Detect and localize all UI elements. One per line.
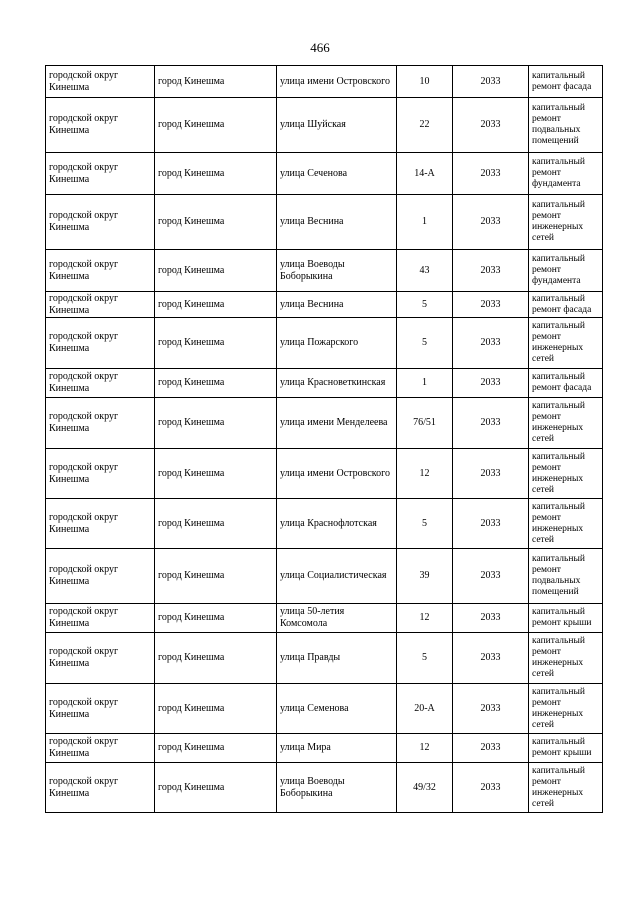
table-row bbox=[46, 250, 603, 292]
cell-year: 2033 bbox=[453, 292, 529, 318]
table-row bbox=[46, 604, 603, 633]
cell-district: городской округ Кинешма bbox=[46, 318, 155, 369]
cell-district: городской округ Кинешма bbox=[46, 499, 155, 549]
cell-year: 2033 bbox=[453, 398, 529, 449]
table-row bbox=[46, 153, 603, 195]
table-body bbox=[46, 66, 603, 813]
cell-year: 2033 bbox=[453, 195, 529, 250]
cell-district: городской округ Кинешма bbox=[46, 66, 155, 98]
cell-city: город Кинешма bbox=[155, 195, 277, 250]
cell-street: улица Пожарского bbox=[277, 318, 397, 369]
cell-work: капитальный ремонт фасада bbox=[529, 369, 603, 398]
cell-work: капитальный ремонт инженерных сетей bbox=[529, 763, 603, 813]
cell-district: городской округ Кинешма bbox=[46, 633, 155, 684]
cell-year: 2033 bbox=[453, 499, 529, 549]
cell-work: капитальный ремонт инженерных сетей bbox=[529, 449, 603, 499]
cell-city: город Кинешма bbox=[155, 734, 277, 763]
cell-district: городской округ Кинешма bbox=[46, 292, 155, 318]
cell-house: 14-А bbox=[397, 153, 453, 195]
cell-house: 1 bbox=[397, 369, 453, 398]
cell-city: город Кинешма bbox=[155, 98, 277, 153]
cell-city: город Кинешма bbox=[155, 250, 277, 292]
cell-house: 10 bbox=[397, 66, 453, 98]
table-row bbox=[46, 549, 603, 604]
cell-house: 5 bbox=[397, 633, 453, 684]
cell-house: 5 bbox=[397, 292, 453, 318]
table-row bbox=[46, 763, 603, 813]
cell-district: городской округ Кинешма bbox=[46, 449, 155, 499]
cell-district: городской округ Кинешма bbox=[46, 734, 155, 763]
cell-year: 2033 bbox=[453, 633, 529, 684]
table-row bbox=[46, 449, 603, 499]
table-row bbox=[46, 292, 603, 318]
cell-house: 22 bbox=[397, 98, 453, 153]
cell-work: капитальный ремонт подвальных помещений bbox=[529, 549, 603, 604]
cell-district: городской округ Кинешма bbox=[46, 604, 155, 633]
cell-city: город Кинешма bbox=[155, 633, 277, 684]
cell-street: улица имени Островского bbox=[277, 449, 397, 499]
cell-street: улица Шуйская bbox=[277, 98, 397, 153]
cell-street: улица Семенова bbox=[277, 684, 397, 734]
cell-street: улица имени Менделеева bbox=[277, 398, 397, 449]
cell-work: капитальный ремонт подвальных помещений bbox=[529, 98, 603, 153]
table-row bbox=[46, 633, 603, 684]
cell-district: городской округ Кинешма bbox=[46, 398, 155, 449]
cell-district: городской округ Кинешма bbox=[46, 549, 155, 604]
cell-house: 5 bbox=[397, 318, 453, 369]
cell-house: 12 bbox=[397, 604, 453, 633]
cell-house: 5 bbox=[397, 499, 453, 549]
cell-year: 2033 bbox=[453, 318, 529, 369]
cell-city: город Кинешма bbox=[155, 153, 277, 195]
cell-work: капитальный ремонт крыши bbox=[529, 604, 603, 633]
cell-work: капитальный ремонт инженерных сетей bbox=[529, 499, 603, 549]
cell-year: 2033 bbox=[453, 734, 529, 763]
table-row bbox=[46, 66, 603, 98]
cell-year: 2033 bbox=[453, 763, 529, 813]
cell-city: город Кинешма bbox=[155, 449, 277, 499]
cell-house: 12 bbox=[397, 734, 453, 763]
cell-district: городской округ Кинешма bbox=[46, 369, 155, 398]
cell-year: 2033 bbox=[453, 98, 529, 153]
cell-work: капитальный ремонт фундамента bbox=[529, 153, 603, 195]
cell-year: 2033 bbox=[453, 369, 529, 398]
cell-city: город Кинешма bbox=[155, 318, 277, 369]
cell-district: городской округ Кинешма bbox=[46, 684, 155, 734]
table-row bbox=[46, 684, 603, 734]
table-row bbox=[46, 499, 603, 549]
cell-street: улица 50-летия Комсомола bbox=[277, 604, 397, 633]
cell-work: капитальный ремонт инженерных сетей bbox=[529, 684, 603, 734]
cell-year: 2033 bbox=[453, 604, 529, 633]
cell-street: улица Мира bbox=[277, 734, 397, 763]
cell-city: город Кинешма bbox=[155, 66, 277, 98]
cell-street: улица Воеводы Боборыкина bbox=[277, 250, 397, 292]
cell-year: 2033 bbox=[453, 66, 529, 98]
cell-work: капитальный ремонт фасада bbox=[529, 66, 603, 98]
cell-house: 43 bbox=[397, 250, 453, 292]
cell-city: город Кинешма bbox=[155, 684, 277, 734]
cell-house: 76/51 bbox=[397, 398, 453, 449]
table-row bbox=[46, 398, 603, 449]
cell-street: улица Красноветкинская bbox=[277, 369, 397, 398]
cell-house: 39 bbox=[397, 549, 453, 604]
table-row bbox=[46, 195, 603, 250]
cell-city: город Кинешма bbox=[155, 763, 277, 813]
cell-work: капитальный ремонт фундамента bbox=[529, 250, 603, 292]
cell-house: 1 bbox=[397, 195, 453, 250]
cell-work: капитальный ремонт инженерных сетей bbox=[529, 633, 603, 684]
cell-city: город Кинешма bbox=[155, 398, 277, 449]
cell-street: улица Воеводы Боборыкина bbox=[277, 763, 397, 813]
cell-city: город Кинешма bbox=[155, 369, 277, 398]
table-row bbox=[46, 734, 603, 763]
cell-district: городской округ Кинешма bbox=[46, 98, 155, 153]
cell-year: 2033 bbox=[453, 153, 529, 195]
cell-street: улица Веснина bbox=[277, 292, 397, 318]
cell-work: капитальный ремонт инженерных сетей bbox=[529, 398, 603, 449]
cell-street: улица Сеченова bbox=[277, 153, 397, 195]
cell-district: городской округ Кинешма bbox=[46, 763, 155, 813]
cell-district: городской округ Кинешма bbox=[46, 153, 155, 195]
cell-work: капитальный ремонт инженерных сетей bbox=[529, 195, 603, 250]
cell-city: город Кинешма bbox=[155, 499, 277, 549]
cell-street: улица Краснофлотская bbox=[277, 499, 397, 549]
table-row bbox=[46, 98, 603, 153]
cell-district: городской округ Кинешма bbox=[46, 250, 155, 292]
cell-district: городской округ Кинешма bbox=[46, 195, 155, 250]
table-row bbox=[46, 318, 603, 369]
cell-street: улица имени Островского bbox=[277, 66, 397, 98]
cell-house: 12 bbox=[397, 449, 453, 499]
cell-year: 2033 bbox=[453, 549, 529, 604]
cell-city: город Кинешма bbox=[155, 292, 277, 318]
cell-street: улица Правды bbox=[277, 633, 397, 684]
table-row bbox=[46, 369, 603, 398]
cell-city: город Кинешма bbox=[155, 604, 277, 633]
cell-street: улица Веснина bbox=[277, 195, 397, 250]
cell-work: капитальный ремонт фасада bbox=[529, 292, 603, 318]
cell-street: улица Социалистическая bbox=[277, 549, 397, 604]
cell-house: 20-А bbox=[397, 684, 453, 734]
cell-year: 2033 bbox=[453, 250, 529, 292]
cell-house: 49/32 bbox=[397, 763, 453, 813]
cell-year: 2033 bbox=[453, 449, 529, 499]
cell-year: 2033 bbox=[453, 684, 529, 734]
repair-schedule-table bbox=[45, 65, 603, 813]
page-number: 466 bbox=[310, 40, 330, 55]
cell-city: город Кинешма bbox=[155, 549, 277, 604]
cell-work: капитальный ремонт крыши bbox=[529, 734, 603, 763]
cell-work: капитальный ремонт инженерных сетей bbox=[529, 318, 603, 369]
